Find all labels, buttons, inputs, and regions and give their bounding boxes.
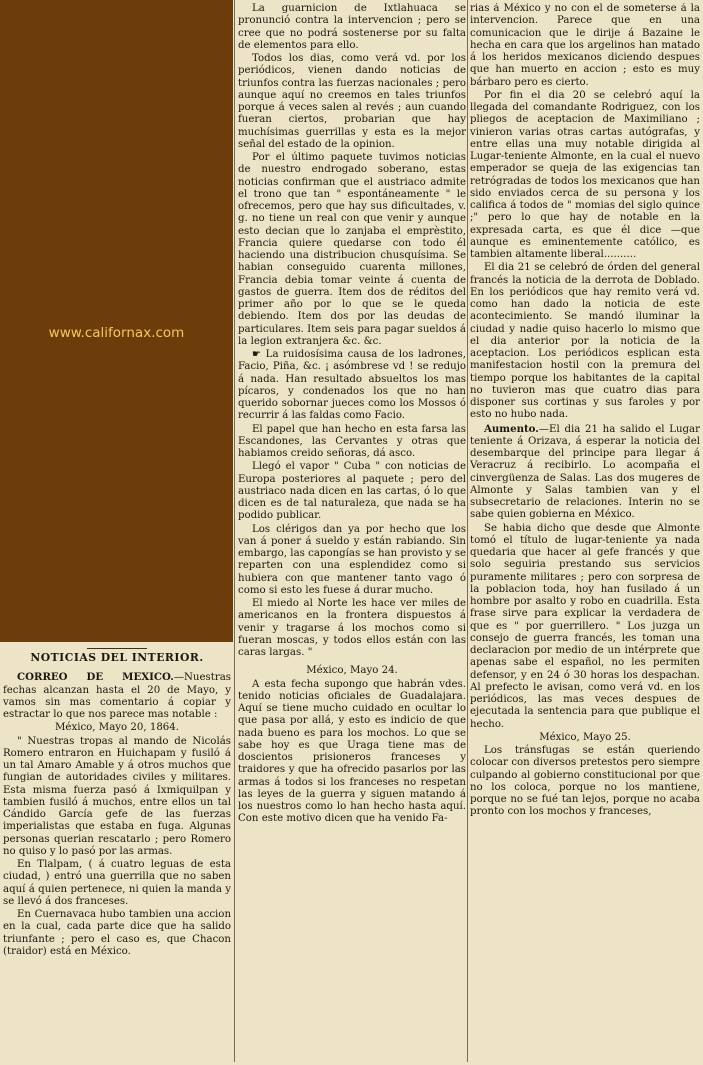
column-divider	[234, 0, 235, 1062]
paragraph: Por fin el dia 20 se celebró aquí la llegada del comandante Rodriguez, con los pliegos de aceptacion de Maximiliano ; vinieron varias otras cartas autógrafas, y entre ellas una muy notable dirigida al Lugar-teniente Almonte, en la cual el nuevo emperador se queja de las exigencias tan retrógradas de todos los mexicanos que han sido enviados cerca de su persona y los califica á todos de " momias del siglo quince ;" pero lo que hay de notable en la expresada carta, es que él dice —que aunque es eminentemente católico, es tambien altamente liberal..........	[470, 89, 700, 260]
lead-paragraph	[3, 671, 231, 721]
paragraph: En Tlalpam, ( á cuatro leguas de esta ciudad, ) entró una guerrilla que no saben aquí á quien pertenece, ni quien la manda y se llevó á dos franceses.	[3, 859, 231, 907]
paragraph: Todos los dias, como verá vd. por los periódicos, vienen dando noticias de triunfos contra las fuerzas nacionales ; pero aunque aquí no creemos en tales triunfos porque á veces salen al revés ; aun cuando fueran ciertos, probarian que hay muchísimas guerrillas y esta es la mejor señal del estado de la opinion.	[238, 53, 466, 150]
column-divider	[467, 0, 468, 1062]
paragraph: ☛ La ruidosísima causa de los ladrones, Facio, Piña, &c. ¡ asómbrese vd ! se redujo á nada. Han resultado absueltos los mas pícaros, y condenados los que no han querido sobornar jueces como los Mossos ó recurrir á las faldas como Facio.	[238, 349, 466, 422]
section-rule	[87, 648, 147, 649]
watermark-text: www.californax.com	[48, 325, 185, 341]
middle-column	[238, 3, 466, 1065]
paragraph: El papel que han hecho en esta farsa las Escandones, las Cervantes y otras que habiamos creido señoras, dá asco.	[238, 423, 466, 459]
paragraph: El dia 21 se celebró de órden del general francés la noticia de la derrota de Doblado. En los periódicos que hay remito verá vd. como han dado la noticia de este acontecimiento. Se mandó iluminar la ciudad y nadie quiso hacerlo lo mismo que el dia anterior por la noticia de la aceptacion. Los periódicos esplican esta manifestacion hostil con la premura del tiempo porque los habitantes de la capital no tuvieron mas que cuatro dias para disponer sus cortinas y sus faroles y por esto no hubo nada.	[470, 262, 700, 421]
paragraph: Se habia dicho que desde que Almonte tomó el título de lugar-teniente ya nada quedaria que hacer al gefe francés y que solo seguiria prestando sus servicios puramente militares ; pero con sorpresa de la poblacion toda, hoy han fusilado á un hombre por asalto y robo en cuadrilla. Esta frase sirve para explicar la verdadera de que es " por guerrillero. " Los juzga un consejo de guerra francés, les toman una declaracion por medio de un intérprete que apenas sabe el español, no les permiten defensor, y en 24 ó 30 horas los despachan. Al prefecto le avisan, como verá vd. en los periódicos, las mas veces despues de ejecutada la sentencia para que publique el hecho.	[470, 522, 700, 730]
paragraph: La guarnicion de Ixtlahuaca se pronunció contra la intervencion ; pero se cree que no podrá sostenerse por su falta de elementos para ello.	[238, 3, 466, 51]
paragraph: Llegó el vapor " Cuba " con noticias de Europa posteriores al paquete ; pero del austriaco nada dicen en las cartas, ó lo que dicen es de tal naturaleza, que nada se ha podido publicar.	[238, 461, 466, 522]
right-column	[470, 3, 700, 1065]
aumento-text: —El dia 21 ha salido el Lugar teniente á Orizava, á esperar la noticia del desembarque del principe para llegar á Veracruz á recibirlo. Lo acompaña el cinvergüenza de Salas. Las dos mugeres de Almonte y Salas tambien van y el subsecretario de relaciones. Interin no se sabe quien gobierna en México.	[470, 423, 700, 521]
paragraph: El miedo al Norte les hace ver miles de americanos en la frontera dispuestos á venir y tragarse á los mochos como si fueran moscas, y todos ellos están con las caras largas. "	[238, 598, 466, 658]
aumento-heading: Aumento.	[484, 422, 539, 435]
lead-text: —Nuestras fechas alcanzan hasta el 20 de Mayo, y vamos sin mas comentario á copiar y estractar lo que nos parece mas notable :	[3, 672, 231, 720]
paragraph: A esta fecha supongo que habrán vdes. tenido noticias oficiales de Guadalajara. Aquí se tiene mucho cuidado en ocultar lo que pasa por allá, y esto es indicio de que nada bueno es para los mochos. Lo que se sabe hoy es que Uraga tiene mas de doscientos prisioneros franceses y traidores y que ha ofrecido pasarlos por las armas á todos si los franceses no respetan las leyes de la guerra y siguen matando á los nuestros como lo han hecho hasta aquí. Con este motivo dicen que ha venido Fa-	[238, 678, 466, 825]
section-title: NOTICIAS DEL INTERIOR.	[30, 651, 204, 664]
paragraph: rias á México y no con el de someterse á la intervencion. Parece que en una comunicacion que le dirije á Bazaine le hecha en cara que los argelinos han matado á los heridos mexicanos diciendo despues que han muerto en accion ; esto es muy bárbaro pero es cierto.	[470, 3, 700, 88]
aumento-paragraph	[470, 423, 700, 522]
dateline: México, Mayo 25.	[539, 731, 631, 743]
left-column	[3, 642, 231, 1062]
paragraph: Por el último paquete tuvimos noticias de nuestro endrogado soberano, estas noticias confirman que el austriaco admite el trono que tan " espontáneamente " le ofrecemos, pero que hay sus dificultades, v. g. no tiene un real con que venir y aunque esto decian que lo zanjaba el emprèstito, Francia quiere quedarse con todo él haciendo una distribucion chusquísima. Se habian conseguido cuarenta millones, Francia debia tomar veinte á cuenta de gastos de guerra. Item dos de réditos del primer año por lo que se le queda debiendo. Item dos por las deudas de particulares. Item seis para pagar sueldos á la legion extranjera &c. &c.	[238, 152, 466, 347]
lead-heading: CORREO DE MEXICO.	[17, 671, 174, 684]
dateline: México, Mayo 20, 1864.	[54, 722, 180, 734]
paragraph: " Nuestras tropas al mando de Nicolás Romero entraron en Huichapam y fusiló á un tal Amaro Amable y á otros muchos que fungian de autoridades civiles y militares. Esta misma fuerza pasó á Ixmiquilpan y tambien fusiló á muchos, entre ellos un tal Cándido García gefe de las fuerzas imperialistas que estaba en fuga. Algunas personas querian rescatarlo ; pero Romero no quiso y lo pasó por las armas.	[3, 735, 231, 857]
paragraph: En Cuernavaca hubo tambien una accion en la cual, cada parte dice que ha salido triunfante ; pero el caso es, que Chacon (traidor) está en México.	[3, 909, 231, 957]
paragraph: Los clérigos dan ya por hecho que los van á poner á sueldo y están rabiando. Sin embargo, las capongías se han provisto y se reparten con una esplendidez como si hubiera con que mantener tanto vago ó como si esto les fuese á durar mucho.	[238, 523, 466, 596]
paragraph: Los tránsfugas se están queriendo colocar con diversos pretestos pero siempre culpando al gobierno constitucional por que no los coloca, porque no los mantiene, porque no se fué tan lejos, porque no acaba pronto con los mochos y franceses,	[470, 745, 700, 818]
dateline: México, Mayo 24.	[306, 665, 398, 677]
image-panel	[0, 0, 233, 642]
